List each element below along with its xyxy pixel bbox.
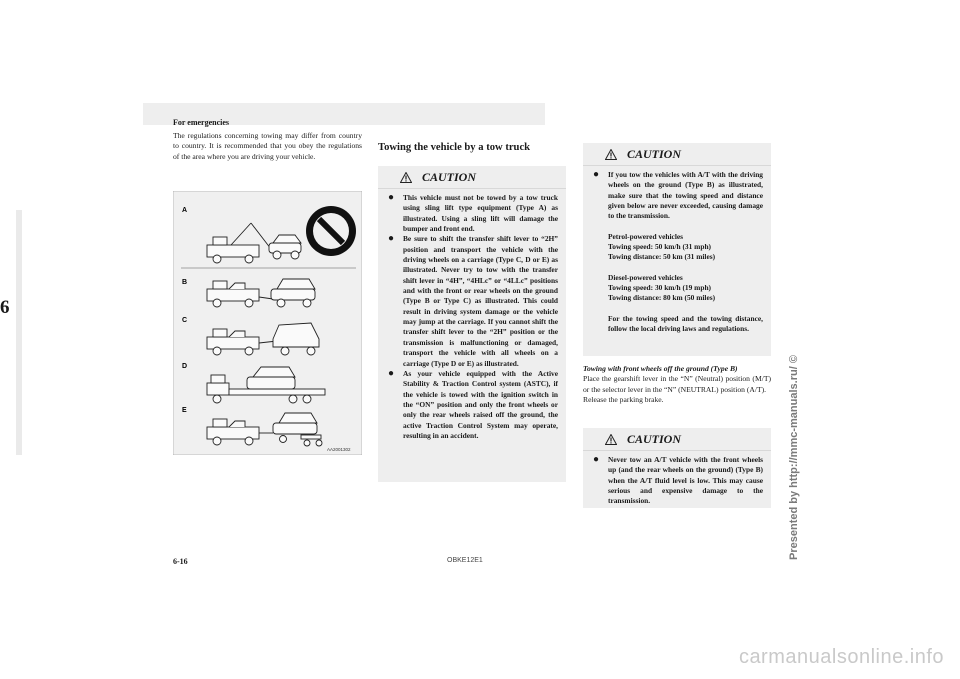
warning-triangle-icon [605,434,617,445]
caution-note: For the towing speed and the towing distance, follow the local driving laws and regulations. [608,313,763,334]
caution-header [583,428,771,451]
caution-item: ● As your vehicle equipped with the Active Stability & Traction Control system (ASTC), if the vehicle is towed with the ignition switch in the “ON” position and only the front wheels or only the rear wheels raised off the ground, the active Traction Control System may operate, resulting in an accident. [388,367,558,440]
diesel-speed: Towing speed: 30 km/h (19 mph) [608,283,712,293]
caution-box-1 [378,166,566,482]
caution-item: ● Be sure to shift the transfer shift lever to “2H” position and transport the vehicle with the driving wheels on a carriage (Type C, D or E) as illustrated. Never try to tow with the transfer shift lever in “4H”, “4HLc” or “4LLc” positions and with the front or rear wheels on the ground (Type B or Type C) as illustrated. This could result in driving system damage or the vehicle may jump at the carriage. If you cannot shift the transfer shift lever to the “2H” position or the transmission is malfunctioning or damaged, transport the vehicle with all wheels on a carriage (Type D or E) as illustrated. [388,233,558,368]
caution-title: CAUTION [422,169,477,184]
caution-item: ● If you tow the vehicles with A/T with the driving wheels on the ground (Type B) as illustrated, make sure that the towing speed and distance given below are never exceeded, causing damage to the transmission. [593,169,763,221]
label-a: A [182,207,188,214]
front-wheels-section [583,364,771,406]
diesel-heading: Diesel-powered vehicles [608,272,683,282]
chapter-number: 6 [0,297,10,318]
section-title: Towing the vehicle by a tow truck [378,142,531,153]
chapter-tab [0,296,18,322]
bullet-icon: ● [593,454,600,465]
caution-header [378,166,566,189]
side-credit-text: Presented by http://mmc-manuals.ru/ © [788,355,800,560]
caution-item: ● This vehicle must not be towed by a tow truck using sling lift type equipment (Type A) as illustrated. Using a sling lift will damage the bumper and front end. [388,192,558,234]
front-wheels-heading: Towing with front wheels off the ground (Type B) [583,364,738,373]
petrol-heading: Petrol-powered vehicles [608,231,684,241]
towing-illustration [173,191,362,455]
figure-code: AA2001302 [327,447,351,452]
bullet-icon: ● [593,169,600,180]
petrol-speed: Towing speed: 50 km/h (31 mph) [608,242,712,252]
label-e: E [182,407,187,414]
header-title: For emergencies [173,118,230,127]
front-wheels-body-2: Release the parking brake. [583,395,664,405]
diesel-distance: Towing distance: 80 km (50 miles) [608,293,716,303]
caution-box-2 [583,143,771,356]
bullet-icon: ● [388,367,395,379]
caution-title: CAUTION [627,146,682,161]
warning-triangle-icon [605,149,617,160]
front-wheels-body: Place the gearshift lever in the “N” (Neutral) position (M/T) or the selector lever in the “N” (NEUTRAL) position (A/T). [583,374,771,394]
label-c: C [182,317,188,324]
intro-paragraph: The regulations concerning towing may differ from country to country. It is recommended that you obey the regulations of the area where you are driving your vehicle. [173,131,362,161]
caution-header [583,143,771,166]
caution-box-3 [583,428,771,508]
warning-triangle-icon [400,172,412,183]
caution-title: CAUTION [627,431,682,446]
towing-types-figure [173,191,362,455]
petrol-distance: Towing distance: 50 km (31 miles) [608,252,716,262]
prohibition-sign-icon [306,206,356,256]
label-d: D [182,363,188,370]
bullet-icon: ● [388,233,395,245]
page-number: 6-16 [173,557,188,566]
bullet-icon: ● [388,192,395,203]
watermark-text: carmanualsonline.info [738,646,944,668]
label-b: B [182,279,188,286]
document-code: OBKE12E1 [447,557,483,564]
caution-item: ● Never tow an A/T vehicle with the front wheels up (and the rear wheels on the ground) (Type B) when the A/T fluid level is low. This may cause serious and expensive damage to the transmission. [593,454,763,506]
chapter-tab-bar [16,210,22,455]
